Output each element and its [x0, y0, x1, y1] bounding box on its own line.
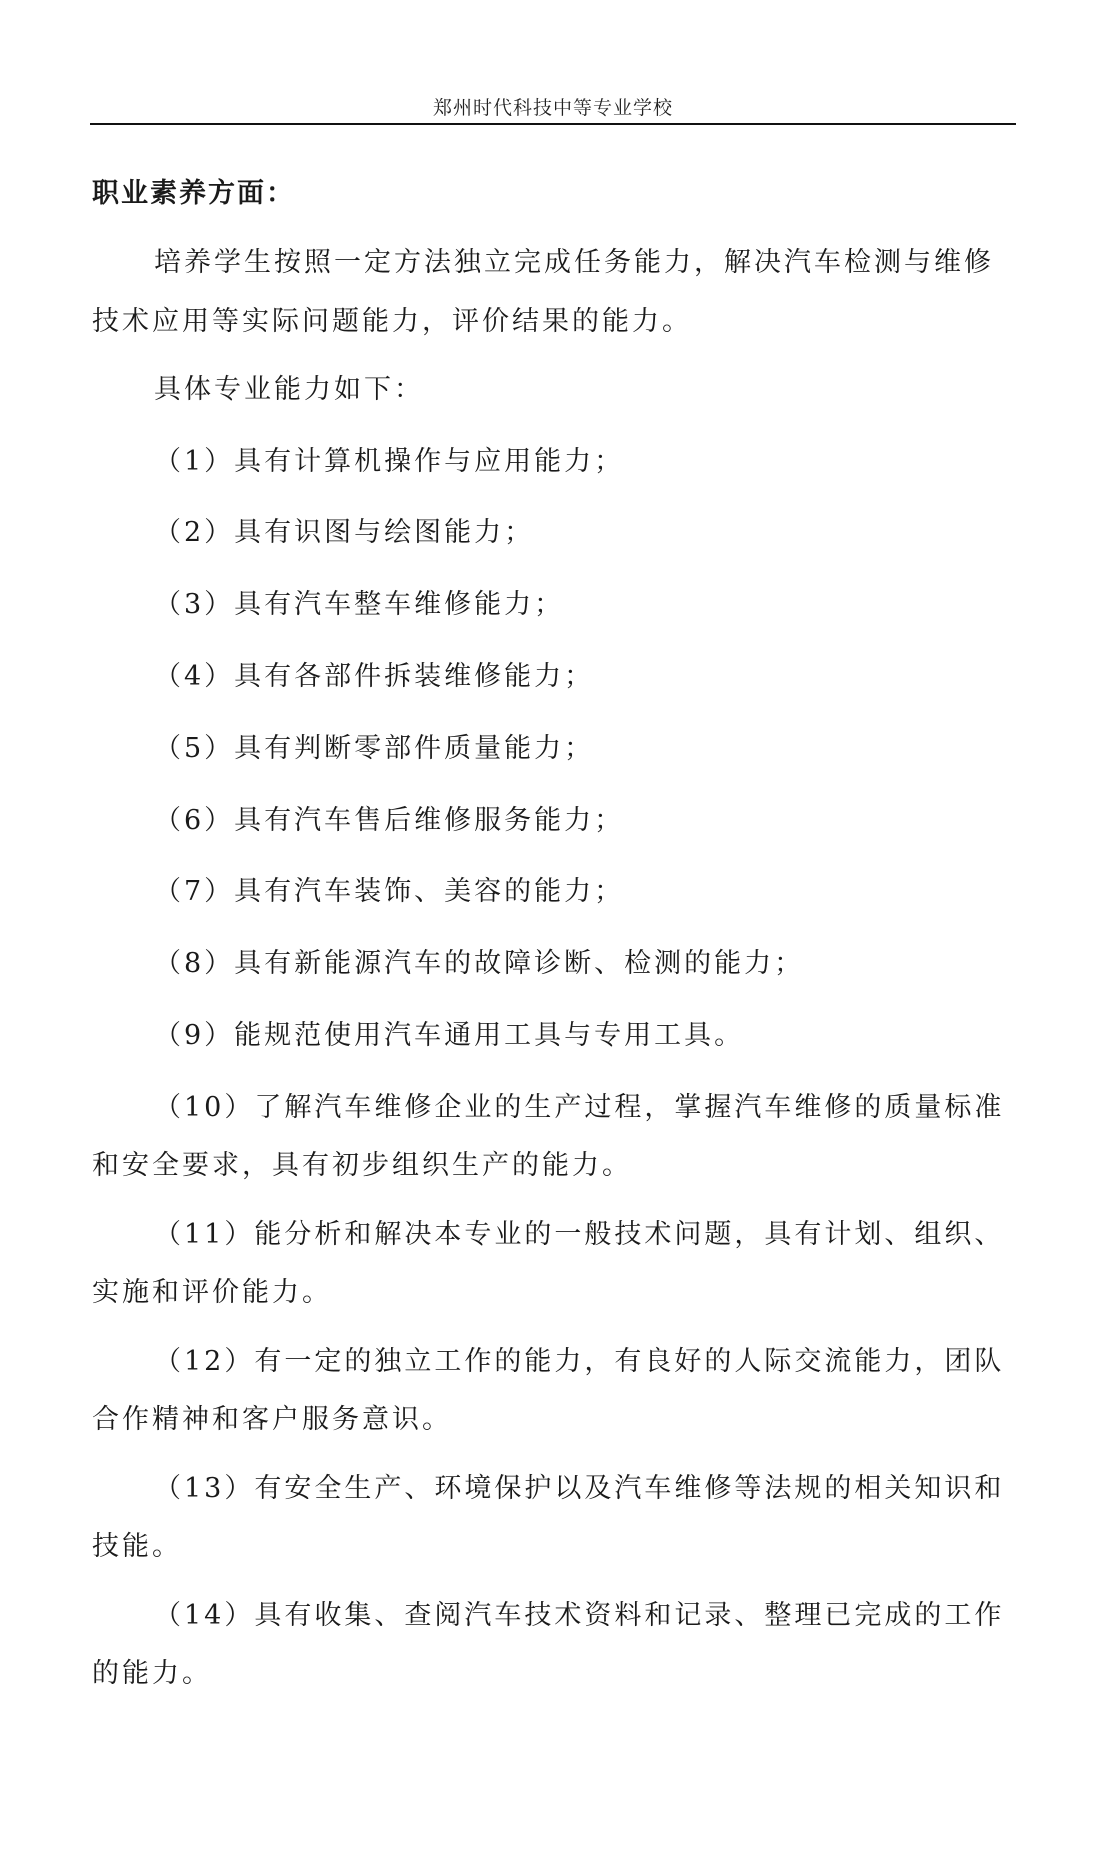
list-item-4: （4）具有各部件拆装维修能力；: [154, 661, 595, 692]
list-item-13-line-2: 技能。: [92, 1531, 182, 1562]
list-item-12-line-2: 合作精神和客户服务意识。: [92, 1404, 452, 1435]
list-intro: 具体专业能力如下：: [154, 374, 424, 405]
list-item-2: （2）具有识图与绘图能力；: [154, 517, 535, 548]
list-item-10-line-2: 和安全要求，具有初步组织生产的能力。: [92, 1150, 632, 1181]
list-item-12-line-1: （12）有一定的独立工作的能力，有良好的人际交流能力，团队: [154, 1346, 1005, 1377]
intro-paragraph-line-2: 技术应用等实际问题能力，评价结果的能力。: [92, 306, 692, 337]
list-item-1: （1）具有计算机操作与应用能力；: [154, 446, 625, 477]
list-item-8: （8）具有新能源汽车的故障诊断、检测的能力；: [154, 948, 805, 979]
list-item-3: （3）具有汽车整车维修能力；: [154, 589, 565, 620]
list-item-14-line-1: （14）具有收集、查阅汽车技术资料和记录、整理已完成的工作: [154, 1600, 1005, 1631]
header-divider: [90, 123, 1016, 125]
list-item-14-line-2: 的能力。: [92, 1658, 212, 1689]
list-item-9: （9）能规范使用汽车通用工具与专用工具。: [154, 1020, 745, 1051]
list-item-7: （7）具有汽车装饰、美容的能力；: [154, 876, 625, 907]
list-item-13-line-1: （13）有安全生产、环境保护以及汽车维修等法规的相关知识和: [154, 1473, 1005, 1504]
intro-paragraph-line-1: 培养学生按照一定方法独立完成任务能力，解决汽车检测与维修: [154, 247, 994, 278]
list-item-10-line-1: （10）了解汽车维修企业的生产过程，掌握汽车维修的质量标准: [154, 1092, 1005, 1123]
list-item-11-line-2: 实施和评价能力。: [92, 1277, 332, 1308]
header-school-name: 郑州时代科技中等专业学校: [432, 97, 673, 119]
list-item-11-line-1: （11）能分析和解决本专业的一般技术问题，具有计划、组织、: [154, 1219, 1005, 1250]
list-item-6: （6）具有汽车售后维修服务能力；: [154, 805, 625, 836]
list-item-5: （5）具有判断零部件质量能力；: [154, 733, 595, 764]
section-heading: 职业素养方面：: [92, 178, 295, 209]
